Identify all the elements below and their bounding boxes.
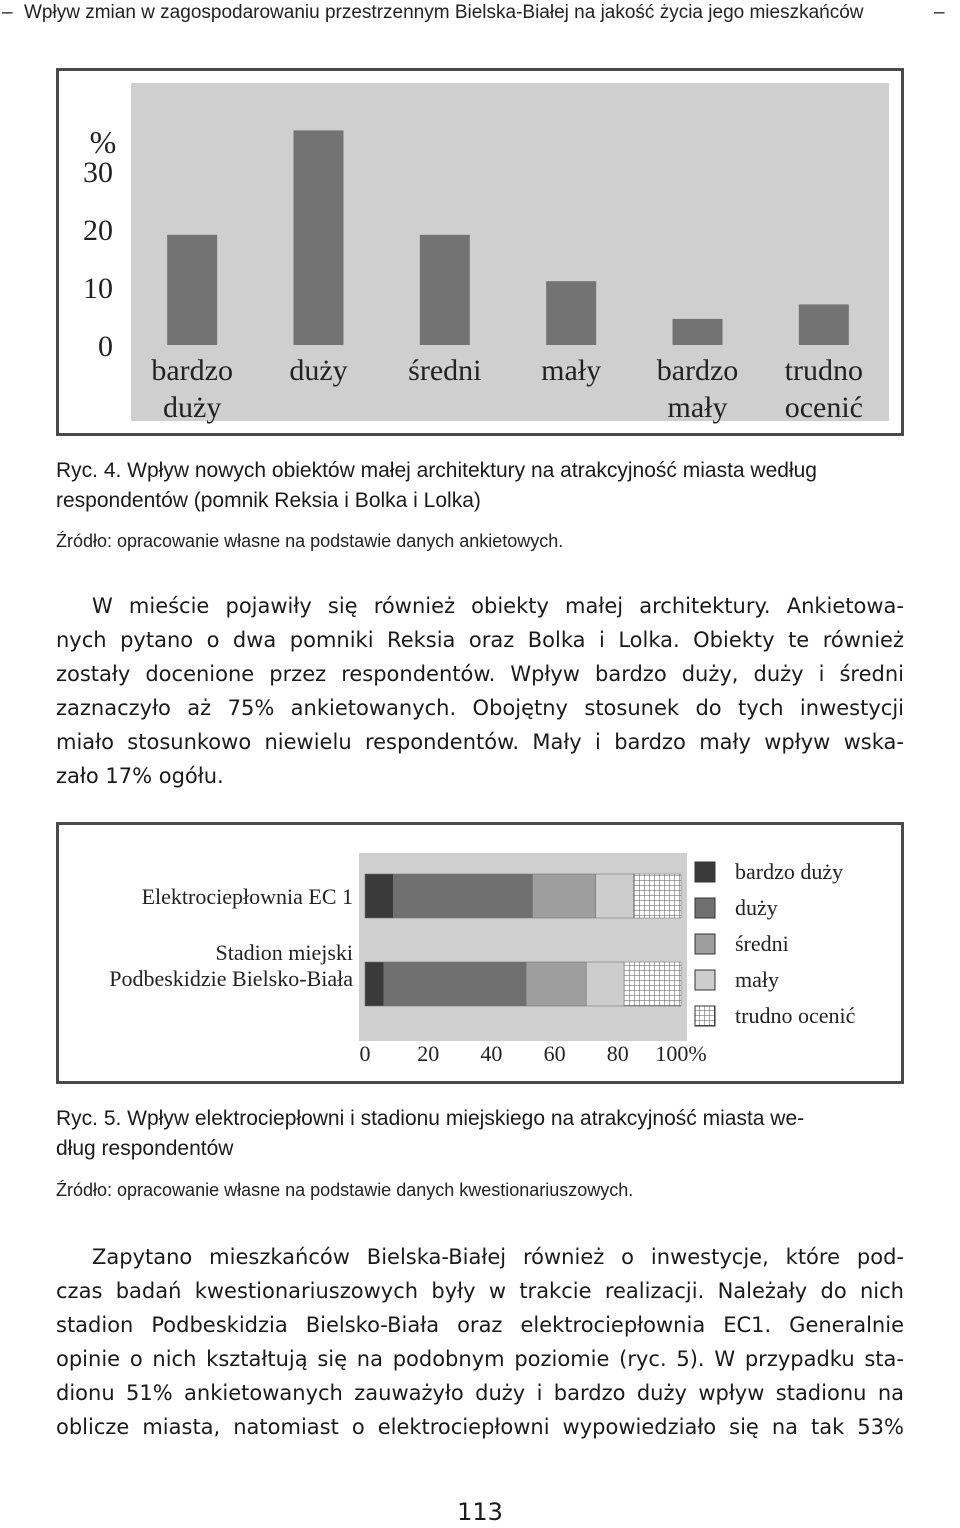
category-label: trudno [784, 354, 863, 387]
paragraph-2-line: Zapytano mieszkańców Bielska-Białej również o inwestycje, które pod- [92, 1245, 904, 1269]
legend-swatch [695, 898, 715, 918]
figure-5-frame [56, 822, 904, 1084]
x-tick-label: 100% [655, 1041, 707, 1066]
category-label: Podbeskidzie Bielsko-Biała [109, 966, 353, 991]
bar [294, 130, 344, 345]
bar-segment [624, 962, 681, 1006]
y-axis-unit-label: % [89, 124, 117, 160]
figure-5-source: Źródło: opracowanie własne na podstawie danych kwestionariuszowych. [56, 1180, 634, 1200]
legend-label: mały [735, 967, 779, 992]
legend-label: bardzo duży [735, 859, 844, 884]
plot-area [131, 83, 889, 421]
category-label: Elektrociepłownia EC 1 [141, 884, 353, 909]
figure-4-caption-line-2: respondentów (pomnik Reksia i Bolka i Lolka) [56, 489, 481, 512]
y-tick-label: 0 [98, 330, 113, 363]
paragraph-2-line: opinie o nich kształtują się na podobnym poziomie (ryc. 5). W przypadku sta- [56, 1347, 904, 1371]
category-label: bardzo [656, 354, 739, 387]
y-tick-label: 20 [83, 214, 113, 247]
header-title: Wpływ zmian w zagospodarowaniu przestrzennym Bielska-Białej na jakość życia jego mieszkańców [24, 2, 864, 23]
bar-segment [634, 874, 681, 918]
paragraph-1-line: zostały docenione przez respondentów. Wpływ bardzo duży, duży i średni [56, 662, 904, 686]
category-label: duży [289, 354, 348, 387]
legend-label: duży [735, 895, 778, 920]
bar [420, 235, 470, 345]
running-header [0, 0, 960, 28]
bar-segment [526, 962, 586, 1006]
x-tick-label: 0 [359, 1041, 371, 1066]
paragraph-1-line: zało 17% ogółu. [56, 764, 224, 788]
category-label: duży [163, 391, 222, 424]
bar-segment [384, 962, 526, 1006]
figure-4-caption [56, 456, 904, 516]
category-label: średni [408, 354, 482, 387]
figure-4-bar-chart [59, 71, 901, 433]
bar-segment [365, 874, 393, 918]
category-label: ocenić [784, 391, 863, 424]
bar-segment [586, 962, 624, 1006]
legend-swatch [695, 1006, 715, 1026]
category-label: Stadion miejski [215, 940, 353, 965]
bar [167, 235, 217, 345]
bar-segment [532, 874, 595, 918]
paragraph-2-line: czas badań kwestionariuszowych były w trakcie realizacji. Należały do nich [56, 1279, 904, 1303]
x-tick-label: 80 [606, 1041, 629, 1066]
x-tick-label: 20 [417, 1041, 440, 1066]
legend-swatch [695, 970, 715, 990]
bar-segment [365, 962, 384, 1006]
header-dash-right: – [934, 2, 945, 23]
y-tick-label: 30 [83, 156, 113, 189]
x-tick-label: 40 [480, 1041, 503, 1066]
paragraph-1-line: W mieście pojawiły się również obiekty małej architektury. Ankietowa- [92, 594, 904, 618]
figure-5-stacked-bar-chart [59, 825, 901, 1081]
figure-4-frame [56, 68, 904, 436]
legend-swatch [695, 862, 715, 882]
legend-swatch [695, 934, 715, 954]
paragraph-1-line: zaznaczyło aż 75% ankietowanych. Obojętny stosunek do tych inwestycji [56, 696, 904, 720]
figure-5-caption [56, 1104, 904, 1164]
paragraph-2-line: stadion Podbeskidzia Bielsko-Biała oraz elektrociepłownia EC1. Generalnie [56, 1313, 904, 1337]
category-label: bardzo [151, 354, 233, 387]
paragraph-1-line: nych pytano o dwa pomniki Reksia oraz Bolka i Lolka. Obiekty te również [56, 628, 904, 652]
figure-5-caption-line-2: dług respondentów [56, 1137, 234, 1160]
figure-4-caption-line-1: Ryc. 4. Wpływ nowych obiektów małej architektury na atrakcyjność miasta według [56, 459, 817, 482]
paragraph-2-line: oblicze miasta, natomiast o elektrociepłowni wypowiedziało się na tak 53% [56, 1415, 904, 1439]
legend-label: trudno ocenić [735, 1003, 856, 1028]
bar [799, 304, 849, 345]
paragraph-2-line: dionu 51% ankietowanych zauważyło duży i bardzo duży wpływ stadionu na [56, 1381, 904, 1405]
bar [673, 319, 723, 345]
legend-label: średni [735, 931, 789, 956]
bar-segment [393, 874, 532, 918]
paragraph-1 [56, 589, 904, 793]
bar-segment [596, 874, 634, 918]
x-tick-label: 60 [543, 1041, 566, 1066]
figure-4-source: Źródło: opracowanie własne na podstawie danych ankietowych. [56, 531, 564, 551]
category-label: mały [667, 391, 728, 424]
y-tick-label: 10 [83, 272, 113, 305]
paragraph-2 [56, 1240, 904, 1444]
page-number: 113 [457, 1498, 503, 1526]
paragraph-1-line: miało stosunkowo niewielu respondentów. Mały i bardzo mały wpływ wska- [56, 730, 904, 754]
figure-5-caption-line-1: Ryc. 5. Wpływ elektrociepłowni i stadionu miejskiego na atrakcyjność miasta we- [56, 1107, 805, 1130]
category-label: mały [541, 354, 602, 387]
bar [546, 281, 596, 345]
header-dash-left: – [2, 2, 13, 23]
